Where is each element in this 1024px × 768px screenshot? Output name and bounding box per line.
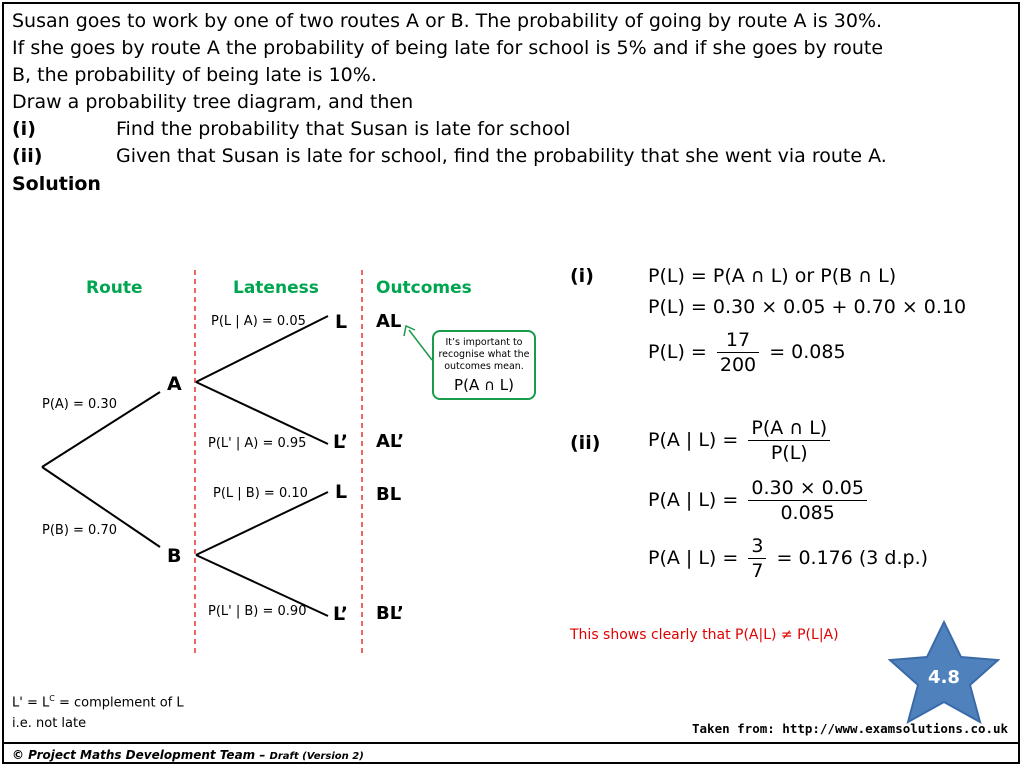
footer-main: © Project Maths Development Team – [12,748,270,762]
question-line-3: B, the probability of being late is 10%. [12,64,377,86]
node-a: A [167,373,182,395]
complement-superscript: C [49,694,55,703]
label-lp-given-b: P(L' | B) = 0.90 [208,604,307,619]
header-route: Route [86,278,143,298]
question-line-2: If she goes by route A the probability of being late for school is 5% and if she goes by route [12,37,884,59]
solution-i-line-3 [648,328,846,377]
outcome-alp: AL’ [376,431,405,452]
fraction-denominator: 7 [751,560,764,582]
node-b: B [167,545,182,567]
branch-a-lp [196,382,328,444]
fraction-denominator: 0.085 [780,502,835,524]
header-lateness: Lateness [233,278,319,298]
note-arrow [409,330,432,360]
ii-line-3-result: = 0.176 (3 d.p.) [776,547,929,569]
note-expression: P(A ∩ L) [454,376,514,394]
node-l-top: L [335,311,348,333]
solution-ii-line-3 [648,534,928,583]
i-line-3-result: = 0.085 [769,341,846,363]
solution-ii-label: (ii) [570,432,601,454]
complement-definition [12,694,184,710]
ii-line-3-prefix: P(A | L) = [648,547,739,569]
fraction-numerator: 0.30 × 0.05 [748,476,867,501]
ii-line-1-prefix: P(A | L) = [648,429,739,451]
part-i-label: (i) [12,118,36,140]
label-p-a: P(A) = 0.30 [42,397,117,412]
source-credit: Taken from: http://www.examsolutions.co.uk [692,721,1009,736]
fraction-numerator: 3 [748,534,766,559]
complement-meaning: i.e. not late [12,716,87,731]
fraction-numerator: P(A ∩ L) [748,416,830,441]
ii-line-2-prefix: P(A | L) = [648,489,739,511]
outcome-blp: BL’ [376,603,404,624]
outcome-bl: BL [376,484,402,505]
note-text: It’s important to recognise what the outcomes mean. [438,337,530,372]
label-p-b: P(B) = 0.70 [42,523,118,538]
complement-rhs: = complement of L [54,695,184,711]
fraction-numerator: 17 [717,328,759,353]
fraction-substituted [748,476,867,525]
fraction-17-200 [717,328,759,377]
node-l-bottom: L [335,481,348,503]
solution-heading: Solution [12,173,101,195]
part-i-text: Find the probability that Susan is late for school [116,118,571,140]
outcome-al: AL [376,311,402,332]
conclusion-text: This shows clearly that P(A|L) ≠ P(L|A) [570,627,839,643]
complement-lhs: L' = L [12,695,50,711]
node-lp-bottom: L’ [333,603,348,625]
footer-draft: Draft (Version 2) [269,751,364,762]
question-line-4: Draw a probability tree diagram, and then [12,91,414,113]
part-ii-text: Given that Susan is late for school, find the probability that she went via route A. [116,145,887,167]
part-ii-label: (ii) [12,145,43,167]
solution-i-line-2: P(L) = 0.30 × 0.05 + 0.70 × 0.10 [648,296,967,318]
header-outcomes: Outcomes [376,278,472,298]
solution-ii-line-2 [648,476,871,525]
footer-copyright [12,748,364,762]
label-lp-given-a: P(L' | A) = 0.95 [208,436,307,451]
fraction-denominator: P(L) [770,442,808,464]
solution-ii-line-1 [648,416,834,465]
i-line-3-prefix: P(L) = [648,341,707,363]
badge-label: 4.8 [928,667,960,688]
solution-i-label: (i) [570,265,594,287]
question-line-1: Susan goes to work by one of two routes A or B. The probability of going by route A is 30%. [12,10,883,32]
branch-b-l [196,492,328,555]
outcome-note-box [432,330,536,400]
solution-i-line-1: P(L) = P(A ∩ L) or P(B ∩ L) [648,265,897,287]
node-lp-top: L’ [333,431,348,453]
fraction-3-7 [748,534,766,583]
fraction-conditional [748,416,830,465]
label-l-given-a: P(L | A) = 0.05 [211,314,306,329]
fraction-denominator: 200 [719,354,757,376]
label-l-given-b: P(L | B) = 0.10 [213,486,308,501]
